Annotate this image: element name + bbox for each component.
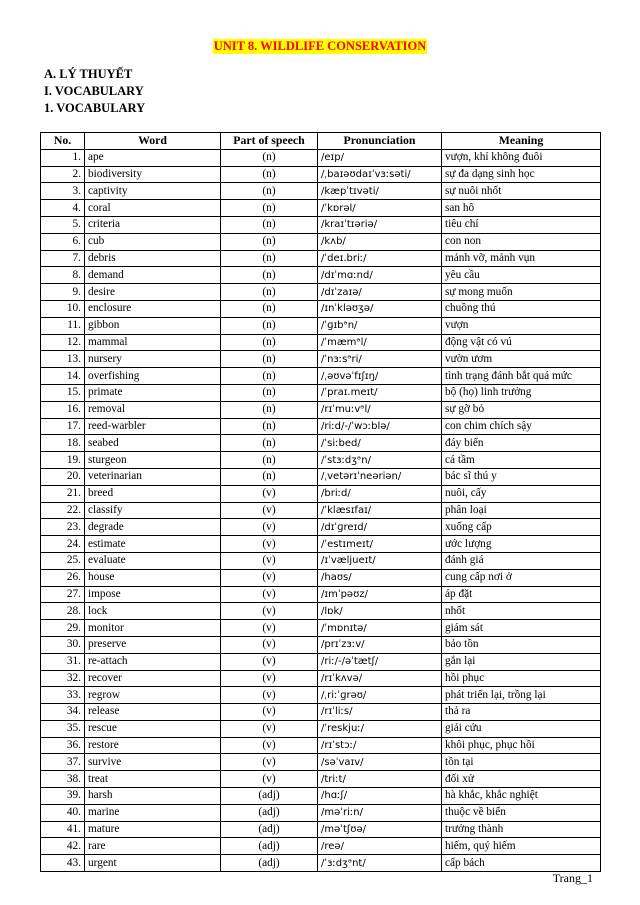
pronunciation-cell: /ɪˈvæljueɪt/ [318,552,442,569]
meaning-cell: vượn, khỉ không đuôi [442,149,601,166]
pronunciation-cell: /eɪp/ [318,149,442,166]
table-row [41,636,601,653]
meaning-cell: giám sát [442,620,601,637]
meaning-cell: cá tầm [442,452,601,469]
part-of-speech-cell: (v) [221,771,318,788]
meaning-cell: xuống cấp [442,519,601,536]
part-of-speech-cell: (n) [221,401,318,418]
part-of-speech-cell: (v) [221,720,318,737]
word-cell: breed [85,485,221,502]
header-word: Word [85,133,221,150]
meaning-cell: vườn ươm [442,351,601,368]
word-cell: release [85,704,221,721]
pronunciation-cell: /məˈtʃʊə/ [318,821,442,838]
part-of-speech-cell: (n) [221,468,318,485]
pronunciation-cell: /prɪˈzɜːv/ [318,636,442,653]
meaning-cell: bảo tồn [442,636,601,653]
word-cell: preserve [85,636,221,653]
part-of-speech-cell: (n) [221,418,318,435]
meaning-cell: san hô [442,200,601,217]
table-row [41,771,601,788]
part-of-speech-cell: (n) [221,284,318,301]
meaning-cell: phân loại [442,502,601,519]
meaning-cell: yêu cầu [442,267,601,284]
pronunciation-cell: /ɪnˈkləʊʒə/ [318,300,442,317]
row-number: 42. [41,838,85,855]
meaning-cell: thả ra [442,704,601,721]
table-row [41,603,601,620]
part-of-speech-cell: (v) [221,603,318,620]
part-of-speech-cell: (adj) [221,838,318,855]
table-row [41,317,601,334]
meaning-cell: nuôi, cấy [442,485,601,502]
part-of-speech-cell: (adj) [221,821,318,838]
row-number: 16. [41,401,85,418]
word-cell: removal [85,401,221,418]
row-number: 38. [41,771,85,788]
part-of-speech-cell: (n) [221,183,318,200]
meaning-cell: con chim chích sậy [442,418,601,435]
row-number: 6. [41,233,85,250]
meaning-cell: tình trạng đánh bắt quá mức [442,368,601,385]
table-row [41,754,601,771]
part-of-speech-cell: (n) [221,334,318,351]
meaning-cell: hồi phục [442,670,601,687]
table-row [41,351,601,368]
row-number: 11. [41,317,85,334]
row-number: 14. [41,368,85,385]
table-row [41,384,601,401]
word-cell: reed-warbler [85,418,221,435]
part-of-speech-cell: (n) [221,166,318,183]
meaning-cell: đối xử [442,771,601,788]
table-row [41,737,601,754]
word-cell: estimate [85,536,221,553]
header-part-of-speech: Part of speech [221,133,318,150]
meaning-cell: hà khắc, khắc nghiệt [442,788,601,805]
part-of-speech-cell: (v) [221,737,318,754]
table-row [41,704,601,721]
meaning-cell: ước lượng [442,536,601,553]
table-row [41,855,601,872]
pronunciation-cell: /dɪˈmɑːnd/ [318,267,442,284]
row-number: 2. [41,166,85,183]
row-number: 28. [41,603,85,620]
row-number: 40. [41,804,85,821]
table-row [41,149,601,166]
table-row [41,368,601,385]
word-cell: coral [85,200,221,217]
pronunciation-cell: /briːd/ [318,485,442,502]
table-row [41,670,601,687]
row-number: 22. [41,502,85,519]
meaning-cell: cấp bách [442,855,601,872]
pronunciation-cell: /rɪˈliːs/ [318,704,442,721]
pronunciation-cell: /haʊs/ [318,569,442,586]
pronunciation-cell: /ˈsiːbed/ [318,435,442,452]
meaning-cell: bộ (họ) linh trưởng [442,384,601,401]
word-cell: rare [85,838,221,855]
meaning-cell: mảnh vỡ, mảnh vụn [442,250,601,267]
pronunciation-cell: /səˈvaɪv/ [318,754,442,771]
part-of-speech-cell: (n) [221,250,318,267]
word-cell: primate [85,384,221,401]
part-of-speech-cell: (n) [221,435,318,452]
row-number: 29. [41,620,85,637]
header-pronunciation: Pronunciation [318,133,442,150]
part-of-speech-cell: (v) [221,687,318,704]
pronunciation-cell: /dɪˈzaɪə/ [318,284,442,301]
word-cell: cub [85,233,221,250]
table-row [41,720,601,737]
meaning-cell: đáy biển [442,435,601,452]
table-row [41,300,601,317]
row-number: 5. [41,216,85,233]
row-number: 39. [41,788,85,805]
word-cell: monitor [85,620,221,637]
table-row [41,250,601,267]
pronunciation-cell: /ˈpraɪ.meɪt/ [318,384,442,401]
row-number: 12. [41,334,85,351]
pronunciation-cell: /kæpˈtɪvəti/ [318,183,442,200]
pronunciation-cell: /ˈmɒnɪtə/ [318,620,442,637]
part-of-speech-cell: (v) [221,653,318,670]
pronunciation-cell: /ˈɡɪbᵊn/ [318,317,442,334]
table-row [41,216,601,233]
part-of-speech-cell: (n) [221,149,318,166]
pronunciation-cell: /ˈklæsɪfaɪ/ [318,502,442,519]
part-of-speech-cell: (v) [221,502,318,519]
word-cell: veterinarian [85,468,221,485]
word-cell: ape [85,149,221,166]
meaning-cell: tiêu chí [442,216,601,233]
word-cell: mammal [85,334,221,351]
row-number: 31. [41,653,85,670]
word-cell: nursery [85,351,221,368]
pronunciation-cell: /ˈstɜːdʒᵊn/ [318,452,442,469]
word-cell: house [85,569,221,586]
part-of-speech-cell: (n) [221,233,318,250]
row-number: 15. [41,384,85,401]
word-cell: treat [85,771,221,788]
section-heading-vocabulary: I. VOCABULARY [44,84,144,98]
table-row [41,519,601,536]
table-row [41,536,601,553]
table-row [41,838,601,855]
row-number: 1. [41,149,85,166]
pronunciation-cell: /dɪˈɡreɪd/ [318,519,442,536]
part-of-speech-cell: (n) [221,267,318,284]
table-header-row [41,133,601,150]
row-number: 20. [41,468,85,485]
meaning-cell: khôi phục, phục hồi [442,737,601,754]
table-row [41,552,601,569]
meaning-cell: nhốt [442,603,601,620]
pronunciation-cell: /ˌbaɪəʊdaɪˈvɜːsəti/ [318,166,442,183]
word-cell: survive [85,754,221,771]
part-of-speech-cell: (adj) [221,804,318,821]
pronunciation-cell: /ˈnɜːsᵊri/ [318,351,442,368]
table-row [41,452,601,469]
section-heading-theory: A. LÝ THUYẾT [44,67,133,81]
word-cell: enclosure [85,300,221,317]
meaning-cell: sự nuôi nhốt [442,183,601,200]
row-number: 30. [41,636,85,653]
word-cell: classify [85,502,221,519]
row-number: 35. [41,720,85,737]
word-cell: overfishing [85,368,221,385]
row-number: 26. [41,569,85,586]
table-row [41,435,601,452]
table-row [41,821,601,838]
part-of-speech-cell: (v) [221,536,318,553]
word-cell: recover [85,670,221,687]
pronunciation-cell: /ˈmæmᵊl/ [318,334,442,351]
word-cell: rescue [85,720,221,737]
part-of-speech-cell: (v) [221,670,318,687]
table-row [41,586,601,603]
word-cell: marine [85,804,221,821]
table-row [41,653,601,670]
meaning-cell: vượn [442,317,601,334]
word-cell: urgent [85,855,221,872]
pronunciation-cell: /rɪˈkʌvə/ [318,670,442,687]
part-of-speech-cell: (v) [221,485,318,502]
word-cell: captivity [85,183,221,200]
meaning-cell: sự đa dạng sinh học [442,166,601,183]
table-row [41,284,601,301]
pronunciation-cell: /məˈriːn/ [318,804,442,821]
word-cell: demand [85,267,221,284]
table-row [41,233,601,250]
word-cell: seabed [85,435,221,452]
row-number: 9. [41,284,85,301]
pronunciation-cell: /ˈdeɪ.briː/ [318,250,442,267]
part-of-speech-cell: (n) [221,300,318,317]
pronunciation-cell: /triːt/ [318,771,442,788]
row-number: 27. [41,586,85,603]
part-of-speech-cell: (n) [221,351,318,368]
table-row [41,485,601,502]
row-number: 8. [41,267,85,284]
word-cell: harsh [85,788,221,805]
table-row [41,401,601,418]
meaning-cell: sự gỡ bỏ [442,401,601,418]
part-of-speech-cell: (v) [221,519,318,536]
table-row [41,267,601,284]
word-cell: biodiversity [85,166,221,183]
part-of-speech-cell: (v) [221,704,318,721]
table-row [41,183,601,200]
pronunciation-cell: /riː/-/əˈtætʃ/ [318,653,442,670]
header-no: No. [41,133,85,150]
row-number: 19. [41,452,85,469]
part-of-speech-cell: (v) [221,636,318,653]
meaning-cell: thuộc về biển [442,804,601,821]
pronunciation-cell: /ˈestɪmeɪt/ [318,536,442,553]
pronunciation-cell: /reə/ [318,838,442,855]
table-row [41,687,601,704]
part-of-speech-cell: (n) [221,368,318,385]
unit-title: UNIT 8. WILDLIFE CONSERVATION [213,39,427,53]
meaning-cell: hiếm, quý hiếm [442,838,601,855]
row-number: 4. [41,200,85,217]
table-row [41,620,601,637]
word-cell: criteria [85,216,221,233]
row-number: 33. [41,687,85,704]
meaning-cell: trưởng thành [442,821,601,838]
row-number: 3. [41,183,85,200]
pronunciation-cell: /ˌriːˈɡrəʊ/ [318,687,442,704]
part-of-speech-cell: (n) [221,216,318,233]
table-row [41,200,601,217]
table-row [41,468,601,485]
part-of-speech-cell: (n) [221,452,318,469]
word-cell: regrow [85,687,221,704]
part-of-speech-cell: (v) [221,586,318,603]
part-of-speech-cell: (v) [221,620,318,637]
part-of-speech-cell: (n) [221,200,318,217]
row-number: 43. [41,855,85,872]
row-number: 7. [41,250,85,267]
word-cell: impose [85,586,221,603]
header-meaning: Meaning [442,133,601,150]
meaning-cell: sự mong muốn [442,284,601,301]
part-of-speech-cell: (n) [221,317,318,334]
part-of-speech-cell: (v) [221,754,318,771]
pronunciation-cell: /ˈkɒrəl/ [318,200,442,217]
row-number: 23. [41,519,85,536]
meaning-cell: chuồng thú [442,300,601,317]
word-cell: gibbon [85,317,221,334]
word-cell: restore [85,737,221,754]
part-of-speech-cell: (adj) [221,855,318,872]
pronunciation-cell: /kʌb/ [318,233,442,250]
part-of-speech-cell: (adj) [221,788,318,805]
word-cell: debris [85,250,221,267]
row-number: 18. [41,435,85,452]
row-number: 32. [41,670,85,687]
pronunciation-cell: /ɪmˈpəʊz/ [318,586,442,603]
meaning-cell: động vật có vú [442,334,601,351]
word-cell: desire [85,284,221,301]
part-of-speech-cell: (n) [221,384,318,401]
title-wrapper [0,37,640,55]
row-number: 10. [41,300,85,317]
word-cell: degrade [85,519,221,536]
row-number: 17. [41,418,85,435]
word-cell: mature [85,821,221,838]
subsection-heading-vocabulary: 1. VOCABULARY [44,101,146,115]
table-row [41,166,601,183]
meaning-cell: bác sĩ thú y [442,468,601,485]
vocabulary-table [40,132,601,872]
pronunciation-cell: /lɒk/ [318,603,442,620]
table-body [41,149,601,871]
meaning-cell: gắn lại [442,653,601,670]
part-of-speech-cell: (v) [221,569,318,586]
pronunciation-cell: /ˌəʊvəˈfɪʃɪŋ/ [318,368,442,385]
row-number: 25. [41,552,85,569]
row-number: 13. [41,351,85,368]
meaning-cell: cung cấp nơi ở [442,569,601,586]
meaning-cell: con non [442,233,601,250]
row-number: 21. [41,485,85,502]
row-number: 34. [41,704,85,721]
word-cell: re-attach [85,653,221,670]
meaning-cell: phát triển lại, trồng lại [442,687,601,704]
word-cell: sturgeon [85,452,221,469]
pronunciation-cell: /kraɪˈtɪəriə/ [318,216,442,233]
meaning-cell: tồn tại [442,754,601,771]
meaning-cell: áp đặt [442,586,601,603]
pronunciation-cell: /rɪˈmuːvᵊl/ [318,401,442,418]
table-row [41,418,601,435]
pronunciation-cell: /ˈreskjuː/ [318,720,442,737]
pronunciation-cell: /hɑːʃ/ [318,788,442,805]
meaning-cell: đánh giá [442,552,601,569]
table-row [41,569,601,586]
word-cell: evaluate [85,552,221,569]
page-number: Trang_1 [552,871,593,885]
table-row [41,334,601,351]
row-number: 37. [41,754,85,771]
pronunciation-cell: /rɪˈstɔː/ [318,737,442,754]
pronunciation-cell: /ˈɜːdʒᵊnt/ [318,855,442,872]
meaning-cell: giải cứu [442,720,601,737]
row-number: 24. [41,536,85,553]
word-cell: lock [85,603,221,620]
row-number: 36. [41,737,85,754]
pronunciation-cell: /riːd/-/ˈwɔːblə/ [318,418,442,435]
table-row [41,502,601,519]
table-row [41,804,601,821]
part-of-speech-cell: (v) [221,552,318,569]
row-number: 41. [41,821,85,838]
pronunciation-cell: /ˌvetərɪˈneəriən/ [318,468,442,485]
table-row [41,788,601,805]
